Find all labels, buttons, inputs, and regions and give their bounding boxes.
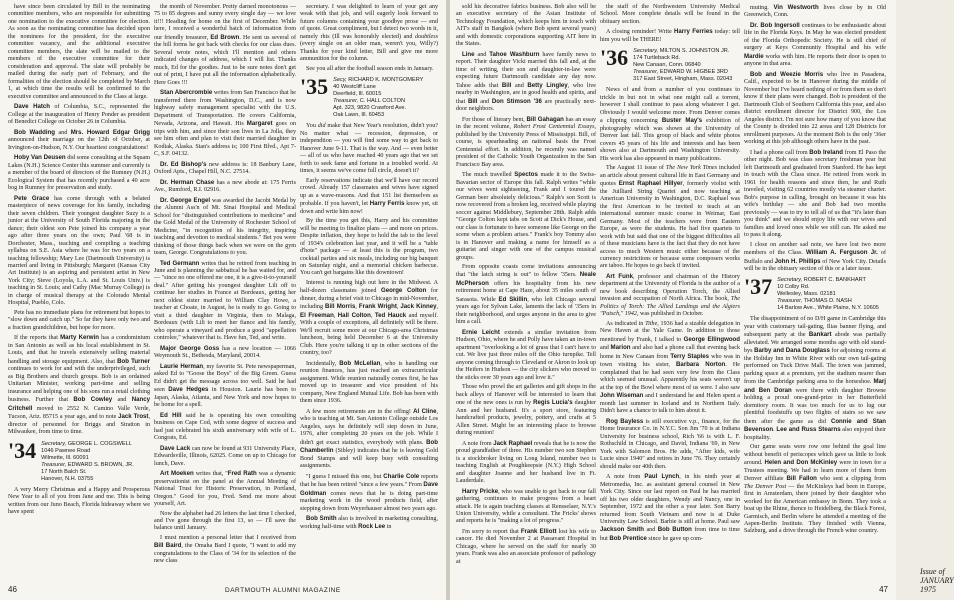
treasurer-label: Treasurer,	[41, 461, 67, 468]
magazine-title: DARTMOUTH ALUMNI MAGAZINE	[225, 587, 341, 594]
secretary-city: Wilmette, Ill. 60091	[41, 454, 89, 461]
class-1937-officers	[777, 277, 879, 312]
secretary-name: RICHARD K. MONTGOMERY	[348, 77, 424, 84]
treasurer-address: Apt. 323, 9820 Crawford Ave.	[333, 105, 407, 112]
left-column-1: have since been circulated by Bill to the nominating committee members, who are responsible for submitting one nomination to the executive committee for election. As soon as the nominating committee has decided upon the nominees for the president, for the executive committee vacancy, and the additional executive committee members, the slate will be mailed to the members of the executive committee for their consideration and approval. The slate will probably be mailed during the early part of February, and the formalities of the election should be completed by March 1, at which time the results will be confirmed to the executive committee and announced to the Class at large. Dave Hatch of Columbia, S.C., represented the College at the inauguration of Henry Ponder as president of Benedict College on October 26 in Columbia. Bob Wadding and Mrs. Howard Edgar Grigg announced their marriage on the 12th of October, at Irvington-on-Hudson, N.Y. Our heartiest congratulations! Hoby Van Deusen did some consulting at the Squam Lakes (N.H.) Science Center this summer and currently is a member of the board of directors of the Rumney (N.H.) Ecological System that has recently purchased a 40 acre bog in Rumney for preservation and study. Pete Grace has come through with a belated masterpiece of news coverage for his family, including their seven children. Their youngest daughter Suzy is a junior at the University of South Florida majoring in the dance; their oldest son Pete joined his company a year ago after three years on the own; Paul '68 is in Dorchester, Mass., teaching and compiling a teaching syllabus on S.E. Asia where he was for two years on a teaching fellowship; Mary Lee (Dartmouth University) is married and living in Pittsburgh; Margaret (Kansas City Art Institute) is an aspiring and persistent artist in New York City; Steve (Loyola, L.A. and St. Louis Univ.) is teaching in St. Louis; and Cathy (Mac Murray College) is in charge of musical therapy at the Colorado Mental Hospital, Pueblo, Colo. Pete has no immediate plans for retirement but hopes to "slow down and catch up." So far they have only two and a fraction grandchildren, but hope for more. If the reports that Marty Kerwin has a condominium in San Antonio as well as his local establishment in St. Louis, and that he travels extensively selling material handling and storage equipment. Also, that Bob Turner continues to work for and with the underprivileged, such as Big Brothers and church groups. Bob is an ordained Unitarian Minister, working part-time and selling insurance and helping one of his sons run a retail clothing business. Further that Bob Cowley and Nancy Critchell moved to 2552 N. Camino Valle Verde, Tucson, Ariz. 85715 a year ago, and to note Jack Trost, director of personnel for Briggs and Stratton in Milwaukee, from time to time. '34 Secretary, GEORGE L. COGSWELL 1046 Pawnee Road Wilmette, Ill. 60091 Treasurer, EDWARD S. BROWN, JR. 17 North Balch St. Hanover, N.H. 03755 A very Merry Christmas and a Happy and Prosperous New Year to all of you from Jane and me. This is being written from our Juno Beach, Florida hideaway where we have spent	[8, 4, 151, 515]
secretary-name: ROBERT C. BANKHART	[803, 277, 866, 284]
treasurer-address: 317 East Street, Hingham, Mass. 02043	[633, 76, 733, 83]
left-column-2: the month of November. Pretty darned monotonous — 75 to 85 degrees and sunny every single day — we love it!!! Heading for home on the first of December. While here, I received a wonderful batch of information from our friendly treasurer, Ed Brown. He sent us several of the bill forms he got back with checks for our class dues. Several wrote notes, which I'll mention and others indicated changes of address, which I will list. Thanks much, Ed for the goodies. Just to be sure notes don't get out of print, I have put all the information alphabetically. Here Goes !!! Stan Abercrombie writes from San Francisco that he transferred there from Washington, D.C., and is now highway safety management specialist with the U.S. Department of Transportation. He covers California, Nevada, Arizona, and Hawaii. His Margaret goes on trips with him, and since their son lives in La Jolla, they see him often and plan to visit their married daughter in Kodiak, Alaska. Stan's address is; 100 First Blvd., Apt 7-C, S.F. 04132. Dr. Ed Bishop's new address is: 18 Banbury Lane, Oxford Apts., Chapel Hill, N.C. 27514. Dr. Herman Chase has a new abode at: 175 Ferris Ave., Rumford, R.I. 02916. Dr. George Engel was awarded the Jacobi Medal by the Alumni Ass'n of Mt. Sinai Hospital and Medical School for "distinguished contributions to medicine" and the Gold Medal of the University of Rochester School of Medicine, "in recognition of his integrity, inspiring teaching and devotion to medical students." Bet you were thinking of those things back when we were on the gym team, George. Congratulations to you. Ted Germann writes that he retired from teaching in June and is planning the sabbatical he has waited for, and — "since no one offered me one, it is a give-it-to-yourself deal." After getting his youngest daughter Lili off to continue her studies in France at Bordeaux, getting her next oldest sister married to William Clay Howe, a teacher at Choate, in August, he is ready to go. Going to visit a third daughter in Virginia, then to Malaga, Bordeaux (with Lili to meet her fiance and his family, who operate a vineyard and produce a good "appellation controlee," whatever that is. Have fun, Ted, and write. Major George Goss has a new location — 1066 Weymouth St., Bethesda, Maryland, 20014. Laurie Herman, my favorite St. Pete newspaperman, asked Ed to "Goose the Boys" of the Big Green. Guess Ed didn't get the message across too well. Said he had seen Dave Hedges in Houston. Laurie has been to Japan, Alaska, Atlanta, and New York and now hopes to be home for a spell. Ed Hill said he is operating his own consulting business on Cape Cod, with some degree of success and had just celebrated his sixth anniversary with wife of L. Congrats, Ed. Dave Lack can now be found at 931 University Place, Edwardsville, Illinois, 62025. Come on up to Chicago for lunch, Dave. Art Moeken writes that, "Fred Rath was a dynamic preservationist on the panel at the Annual Meeting of National Trust for Historic Preservation, in Portland, Oregon." Good for you, Fred. Send me more about yourself, Art. Now the alphabet had 26 letters the last time I checked, and I've gone through the first 13, so — I'll save the balance until January. I must mention a personal letter that I received from Bill Baird, the Omaha Bard I quote, "I want to add my congratulations to the Class of '34 for its selection of the new class	[154, 4, 297, 565]
treasurer-name: EDWARD S. BROWN, JR.	[67, 461, 134, 468]
treasurer-address: 14 Barlow Ave., White Plains, N.Y. 10605	[777, 305, 879, 312]
class-1935-numeral: '35	[300, 74, 329, 100]
right-column-2: the staff of the Northwestern University Medical School. More complete details will be found in the obituary section. A closing reminder! Write Harry Ferries today: tell him you will be THERE! '36 Secretary, MILTON S. JOHNSTON JR. 174 Turtleback Rd. New Canaan, Conn. 06840 Treasurer, EDWARD W. HIGBEE 3RD 317 East Street, Hingham, Mass. 02043 News of and from a number of you continues to trickle in but not in what one might call a torrent, however I shall continue to pass along whatever I get. Obviously I would welcome more. From Denver comes a clipping concerning Buster May's exhibition of photography which was shown at the University of Denver last fall. This group of black and white photos covers 45 years of his life and interests and has been shown also at Dartmouth and Washington University. His work has also appeared in many publications. The August 11 issue of The New York Times included an article about present cultural life in East Germany and quotes Ernst Raphael Hillyer, formerly violist with the Juilliard String Quartet and now teaching at American University in Washington, D.C. Raphael was the first American to be invited to teach at an international summer music course in Weimar, East Germany. Most of the teachers were from Eastern Europe, as were the students. He had five quartets to work with but said that one of the biggest difficulties all of these musicians have is the fact that they do not have access to much Western music either because of the currency restrictions or because some composers works are taboo. He hopes to go back if invited. Art Funk, professor and chairman of the History department at the University of Florida is the author of a new book describing Operation Torch, the Allied invasion and occupation of North Africa. The book, The Politics of Torch: The Allied Landings and the Algiers "Putsch," 1942, was published in October. As indicated in Tithe, 1936 had a sizable delegation in New Haven at the Yale Game. In addition to those mentioned by Frank, I talked to George Ellingwood and Marion and also had a phone call that evening back home in New Canaan from Terry Staples who was in town visiting his sister, Barbara Norton. He complained that he had seen very few from the Class which seemed unusual. Apparently his seats weren't up at the top of the Bowl where most of us were. I also saw John Wiseman and I understand he and Helen spent a month last summer in Iceland and in Northern Italy. Didn't have a chance to talk to him about it. Rog Bayless is still executive v.p., finance, for the Home Insurance Co. in N.Y.C. Son Jim '70 is at Indiana University for business school, Rich '66 is with L. F. Rothschild in Chicago, and David, Indiana '69, in New York with Salomon Bros. He adds, "After kids, wife Lucie since 1940" and retires in June '76. They certainly should make our 40th then. A note from Paul Lynch, in his ninth year at Metromedia, Inc. as assistant general counsel in New York City. Since our last report on Paul he has married off his two older daughters, Wendy and Nancy, one in September, 1972 and the other a year later. Son Barry returned from South Vietnam and now is at Duke University Law School. Barbie is still at home. Paul saw Jackson Smith and Bob Button from time to time but Bob Prentice since he gave up com-	[600, 4, 741, 542]
left-column-3: secretary. I was delighted to learn of your get any weak with that job, and will eagerly look forward to future columns containing your goodbye prose — end of quote. Great compliment, but I detect two words in it, namely rhis (Ill was honorably elected) and doubtless (every single on an older man, weren't you, Willy?) Thanks for your kind letter, Bill and give me more ammunition for the column. See you all after the football season ends in January. '35 Secy, RICHARD K. MONTGOMERY 40 Westcliff Lane Deerfield, Ill. 60015 Treasurer, C. HALL COLTON Apt. 323, 9820 Crawford Ave. Oak Lawn, Ill. 60453 You did make that New Year's resolution, didn't you? No matter what — recession, depression, or independtion — you will find some way to get back to Hanover June 9-11. That is the way. And — even better — all of us who have reached 40 years ago that we set forth to seek fame and fortune in a troubled world. At times, it seems we've come full circle, doesn't it? Early reservations indicate that we'll have our record crowd. Already 157 classmates and wives have signed up as a wave-reasons. And that 151 list themselves as probable. If you haven't, let Harry Ferris know yet, sit down and write him now! By the time you get this, Harry and his committee will be meeting to finalize plans — and more on prices. Despite inflation, they hope to hold the tab to the level of 1934's celebration last year, and it will be a "table d'hote" package — at least this is the program, two cocktail parties and six meals, including our big banquet on Saturday night, and a memorial chicken barbecue. You can't get bargains like this downtown! Interest is running high out here in the Midwest. A half-dozen classmates joined George Colton for dinner, during a brief visit to Chicago in mid-November, including Bill Morris, Frank Wright, Jack Kinney, El Freeman, Hall Colton, Ted Hauck and myself. With a couple of exceptions, all definitely will be there. We'll recruit some more at our Chicago-area Christmas luncheon, being held December 6 at the University Club. Here you're talking it up in other sections of the country, too? Incidentally, Bob McLellan, who is handling our reunion finances, has just reached an extracurricular assignment. While reunion naturally comes first, he has moved up to treasurer and vice president of his company, New England Mutual Life. Bob has been with them since 1936. A few more retirements are in the offing! Al Cline, who is teaching at Mt. San Antonio College outside Los Angeles, says he definitely will step down in June, 1976, after completing 20 years on the job. While I didn't get exact statistics, everybody with plans. Bob Chamberlin (Sibley) indicates that he is leaving Gold Bond Stamps and will keep busy with consulting assignments. "I guess I missed this one, but Charlie Cole reports that he has been retired "since a few years." From Dave Goldman comes news that he is doing part-time marketing work in the wood products field, after stepping down from Weyerhauser almost two years ago. Bob Smith also is involved in marketing consulting, working half-time with Rock Lee in	[300, 4, 439, 531]
left-page-number: 46	[8, 585, 17, 594]
secretary-address: 1046 Pawnee Road	[41, 447, 91, 454]
treasurer-address: 17 North Balch St.	[41, 468, 87, 475]
right-page-number: 47	[879, 585, 888, 594]
secretary-name: MILTON S. JOHNSTON JR.	[659, 48, 730, 55]
secretary-label: Secy,	[333, 77, 347, 84]
class-1935-header	[300, 74, 438, 119]
secretary-city: Deerfield, Ill. 60015	[333, 91, 382, 98]
class-1937-numeral: '37	[744, 274, 773, 300]
class-1936-officers	[633, 48, 732, 83]
treasurer-city: Hanover, N.H. 03755	[41, 475, 94, 482]
treasurer-city: Oak Lawn, Ill. 60453	[333, 112, 385, 119]
treasurer-label: Treasurer,	[777, 298, 803, 305]
class-1937-header	[744, 274, 886, 312]
issue-date: Issue of JANUARY 1975	[920, 567, 954, 594]
secretary-label: Secretary,	[633, 48, 659, 55]
treasurer-label: Treasurer,	[633, 69, 659, 76]
secretary-label: Secretary,	[777, 277, 803, 284]
left-page	[0, 0, 446, 600]
right-page	[450, 0, 954, 600]
secretary-label: Secretary,	[41, 440, 67, 447]
right-column-1: sold his decorative fabrics business. Bob also will be an executive secretary of the Asian Institute of Technology Foundation, which keeps him in touch with AIT's staff in Bangkok (where Bob spent several years) and with domestic corporations supporting AIT here in the States. Line and Tahoe Washburn have family news to report. Their daughter Vicki married this fall and, at the time of writing, their son and daughter-in-law were expecting future Dartmouth candidate any day now. Tahoe adds that Bill and Betty Lingley, who live nearby in Washington, are in good health and spirits, and that Bill and Don Stimson '36 are practically next-door neighbors. For those of literary bent, Bill Gahagan has an essay in the recent volume, Robert Frost Centennial Essays, published by the University Press of Mississippi. Bill, of course, is spearheading an national basis the Frost Centennial effort. In addition, he recently was named president of the Catholic Youth Organization in the San Francisco Bay area. The much travelled Spectos made it to the Swiss-Bavarian sector of Europe this fall. Ralph writes "while our wives went sightseeing, Frank and I toured the German beer absolutely delicious." Ralph's son Scott is now recovered from a broken leg, received while playing soccer against Middlebury, September 28th. Ralph adds "George Colton kept tabs on Scott at Dick's House, and our class is fortunate to have someone like George on the scene when a problem arises." Frank's boy Tommy also is in Hanover and making a name for himself as a guitarist and singer with one of the campus musical groups. From opposite coasts come invitations announcing that "the latch string is out" to fellow '35ers. Neale McPherson offers his hospitality from his new retirement home at Cape Haze, about 35 miles south of Sarasota. While Ed Skillin, who left Chicago several years ago for Sylvan Lake, laments the lack of '35ers in their neighborhood, and urges anyone in the area to give him a call. Ernie Leicht extends a similar invitation from Hudson, Ohio, where he and Polly have taken an in-town apartment "overlooking a lot of grass that I can't have to cut. We live just three miles off the Ohio turnpike. Tell anyone coming through to Cleveland or Akron to look up the Heifers in Hudson — the city slickers who moved to the sticks over 30 years ago and love it." Those who prowl the art galleries and gift shops in the back alleys of Hanover will be interested to learn that one of the new ones is run by Regis Lucia's daughter Ann and her husband. It's a sport store, featuring handcrafted products, jewelry, pottery, and crafts at 5 Allen Street. Might be an interesting place to browse during reunion! A note from Jack Raphael reveals that he is now the proud grandfather of three. His number two son Stephen is a stockbroker living on Long Island, number two is teaching English at Poughkeepsie (N.Y.) High School and daughter Joanne and her husband live in Ft. Lauderdale. Harry Pricke, who was unable to get back to our fall gathering, continues to make progress from a heart attack. He is again teaching classes at Rensselaer, N.Y.'s Union University, while a consultant. The Fricks' shows and reports he is "making a lot of progress." I'm sorry to report that Frank Elliott lost his wife to cancer. He died November 2 at Passavant Hospital in Chicago, where he served on the staff for nearly 30 years. Frank was also an associate professor of pathology at	[456, 4, 597, 565]
secretary-address: 174 Turtleback Rd.	[633, 55, 681, 62]
secretary-city: New Canaan, Conn. 06840	[633, 62, 701, 69]
secretary-address: 40 Westcliff Lane	[333, 84, 376, 91]
class-1936-header	[600, 45, 740, 83]
treasurer-name: THOMAS D. NASH	[803, 298, 852, 305]
secretary-name: GEORGE L. COGSWELL	[67, 440, 132, 447]
secretary-city: Wellesley, Mass. 02181	[777, 291, 836, 298]
class-1935-officers	[333, 77, 423, 119]
treasurer-name: C. HALL COLTON	[359, 98, 406, 105]
class-1934-officers	[41, 441, 134, 483]
treasurer-name: EDWARD W. HIGBEE 3RD	[659, 69, 728, 76]
treasurer-label: Treasurer,	[333, 98, 359, 105]
secretary-address: 10 Colby Rd.	[777, 284, 810, 291]
class-1936-numeral: '36	[600, 45, 629, 71]
class-1934-numeral: '34	[8, 437, 37, 463]
class-1934-header	[8, 437, 150, 483]
right-column-3: muting. Vin Westworth lives close by in Old Greenwich, Conn. Dr. Bob Ingersoll continues to be enthusiastic about life in the Florida Keys. In May he was elected president of the Florida Orthopedic Society. He is still chief of surgery at Keys Community Hospital and his wife Mardie works with him. He reports their door is open to anyone in that area. Bob and Weezie Morris who live in Pasadena, Calif., expected to be in Hanover during the middle of November but I've heard nothing of or from them so don't know if their plans were changed. Bob is president of the Dartmouth Club of Southern California this year, and also district enrollment director for District 900, the Los Angeles district. I'm not sure how many of you know that the County is divided into 22 areas and 128 Districts for enrollment purposes. At the moment Bob is the only '36er working at this job although others have in the past. I had a phone call from Bob Ireland from El Paso the other night. Bob was class secretary freshman year but left Dartmouth and graduated from Stanford. He has kept in touch with the Class since. He retired from work in 1961 for health reasons and since then, he and Ruth traveled, visiting 62 countries mostly via steamer charter. Bob's purpose in calling, brought on because it was his wife's birthday — she and Bob had two months previously — was to try to tell all of us that "it's later than you think" and we should enjoy life with our wives and families and loved ones while we still can. He asked me to pass it along. I close on another sad note, we have lost two more members of the Class. William A. Ferguson Jr. of Buffalo and John H. Phillips of New York City. Details will be in the obituary section of this or a later issue. '37 Secretary, ROBERT C. BANKHART 10 Colby Rd. Wellesley, Mass. 02181 Treasurer, THOMAS D. NASH 14 Barlow Ave., White Plains, N.Y. 10605 The disappointment of no D/H game in Cambridge this year with customary tail-gating, Ilias banner flying, and subsequent party at the Bankart abode was partially alleviated. We arranged some months ago with old stand-bys Barby and Dana Douglass for adjoining rooms at the Holiday Inn in White River with our own tail-gating performed on Tuck Drive Mall. The town was jammed, parking space at a premium, yet the stadium nearer than from the Cambridge parking area to the horseshoe. Marj and Ben Doran were there with daughter Browne holding a proud one-grand-prize in her Butterfield dormitory room. It was too much for us to lug our plentiful foodstuffs up two flights of stairs so we saw them after the game as did Connie and Stan Bevenson. Lee and Russ Stearns also enjoyed their hospitality. Our game seats were row one behind the goal line without benefit of periscopes which gave us little to look around. Helen and Don McKinley were in town for a Trustees meeting. We had to learn more of them from Denver affiliate Bill Fallon who sent a clipping from The Denver Post — the McKinleys had been in Europe, first in Amsterdam, there joined by their daughter who worked for the American embassy in Bonn. They took a boat up the Rhine, thence to Heidelberg, the Black Forest, Garmisch, and Berlin where he attended a meeting of the Aspen-Berlin Institute. They finished with Vienna, Salzburg, and a drive through the French wine country.	[744, 4, 887, 535]
